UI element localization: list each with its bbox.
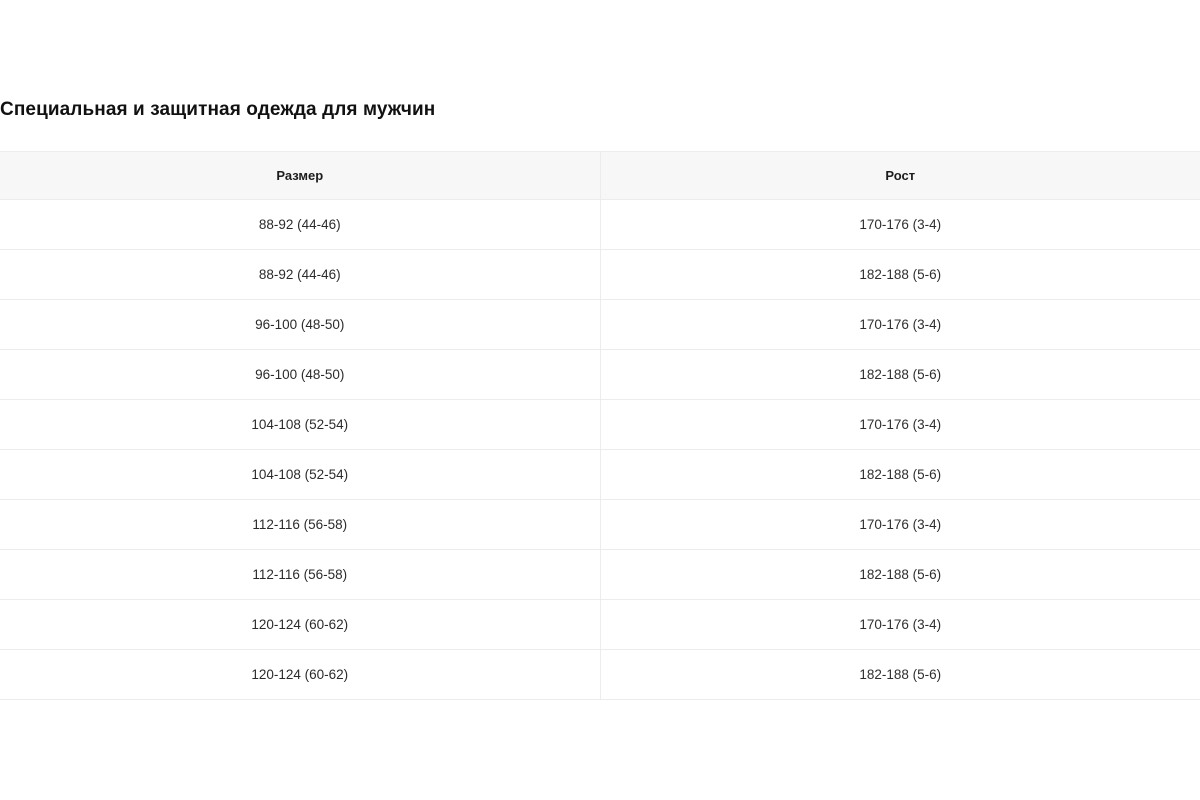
cell-height: 182-188 (5-6) [600, 250, 1200, 300]
cell-size: 96-100 (48-50) [0, 300, 600, 350]
size-chart-table [0, 151, 1200, 700]
cell-height: 182-188 (5-6) [600, 550, 1200, 600]
table-row [0, 200, 1200, 250]
table-header [0, 152, 1200, 200]
cell-size: 120-124 (60-62) [0, 600, 600, 650]
cell-size: 88-92 (44-46) [0, 250, 600, 300]
cell-height: 182-188 (5-6) [600, 650, 1200, 700]
cell-size: 120-124 (60-62) [0, 650, 600, 700]
table-row [0, 400, 1200, 450]
cell-size: 104-108 (52-54) [0, 450, 600, 500]
cell-size: 112-116 (56-58) [0, 500, 600, 550]
size-chart-container [0, 151, 1200, 700]
table-row [0, 650, 1200, 700]
cell-height: 170-176 (3-4) [600, 600, 1200, 650]
page-title: Специальная и защитная одежда для мужчин [0, 98, 436, 120]
table-row [0, 550, 1200, 600]
table-row [0, 300, 1200, 350]
table-row [0, 350, 1200, 400]
cell-size: 112-116 (56-58) [0, 550, 600, 600]
table-row [0, 250, 1200, 300]
table-header-row [0, 152, 1200, 200]
cell-size: 88-92 (44-46) [0, 200, 600, 250]
column-header-height: Рост [600, 152, 1200, 200]
cell-height: 182-188 (5-6) [600, 350, 1200, 400]
table-body [0, 200, 1200, 700]
table-row [0, 500, 1200, 550]
table-row [0, 600, 1200, 650]
cell-height: 170-176 (3-4) [600, 500, 1200, 550]
cell-height: 182-188 (5-6) [600, 450, 1200, 500]
cell-height: 170-176 (3-4) [600, 300, 1200, 350]
cell-size: 104-108 (52-54) [0, 400, 600, 450]
cell-height: 170-176 (3-4) [600, 200, 1200, 250]
table-row [0, 450, 1200, 500]
column-header-size: Размер [0, 152, 600, 200]
cell-size: 96-100 (48-50) [0, 350, 600, 400]
cell-height: 170-176 (3-4) [600, 400, 1200, 450]
